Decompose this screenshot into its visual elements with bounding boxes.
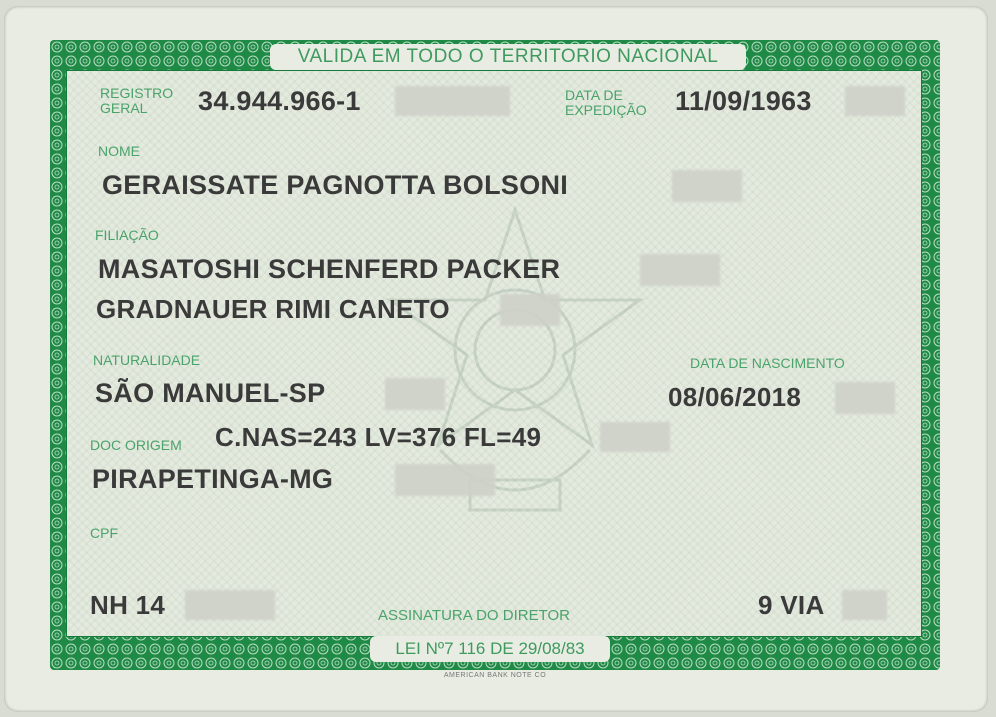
- doc-origem-city: PIRAPETINGA-MG: [92, 464, 334, 494]
- redaction: [640, 254, 720, 286]
- filiacao-mother: GRADNAUER RIMI CANETO: [96, 294, 450, 324]
- registro-geral-label: REGISTRO GERAL: [100, 85, 174, 116]
- data-nascimento-value: 08/06/2018: [668, 382, 802, 412]
- redaction: [835, 382, 895, 414]
- document-header: VALIDA EM TODO O TERRITORIO NACIONAL: [270, 44, 746, 70]
- naturalidade-value: SÃO MANUEL-SP: [95, 378, 326, 408]
- redaction: [395, 86, 510, 116]
- via-value: 9 VIA: [758, 590, 825, 620]
- data-expedicao-label: DATA DE EXPEDIÇÃO: [565, 87, 647, 118]
- redaction: [395, 464, 495, 496]
- data-nascimento-label: DATA DE NASCIMENTO: [690, 355, 845, 371]
- registro-geral-value: 34.944.966-1: [198, 86, 361, 116]
- cpf-label: CPF: [90, 525, 118, 541]
- nome-label: NOME: [98, 143, 140, 159]
- doc-origem-label: DOC ORIGEM: [90, 437, 182, 453]
- naturalidade-label: NATURALIDADE: [93, 352, 201, 368]
- redaction: [672, 170, 742, 202]
- printer-label: AMERICAN BANK NOTE CO: [443, 672, 547, 679]
- redaction: [600, 422, 670, 452]
- data-expedicao-value: 11/09/1963: [675, 86, 812, 116]
- redaction: [842, 590, 887, 620]
- redaction: [845, 86, 905, 116]
- doc-origem-value: C.NAS=243 LV=376 FL=49: [215, 422, 542, 452]
- code-left: NH 14: [90, 590, 166, 620]
- redaction: [385, 378, 445, 410]
- nome-value: GERAISSATE PAGNOTTA BOLSONI: [102, 170, 569, 200]
- filiacao-label: FILIAÇÃO: [95, 227, 159, 243]
- redaction: [185, 590, 275, 620]
- law-footer: LEI Nº7 116 DE 29/08/83: [370, 636, 610, 662]
- redaction: [500, 294, 560, 326]
- assinatura-label: ASSINATURA DO DIRETOR: [378, 607, 570, 624]
- filiacao-father: MASATOSHI SCHENFERD PACKER: [98, 254, 561, 284]
